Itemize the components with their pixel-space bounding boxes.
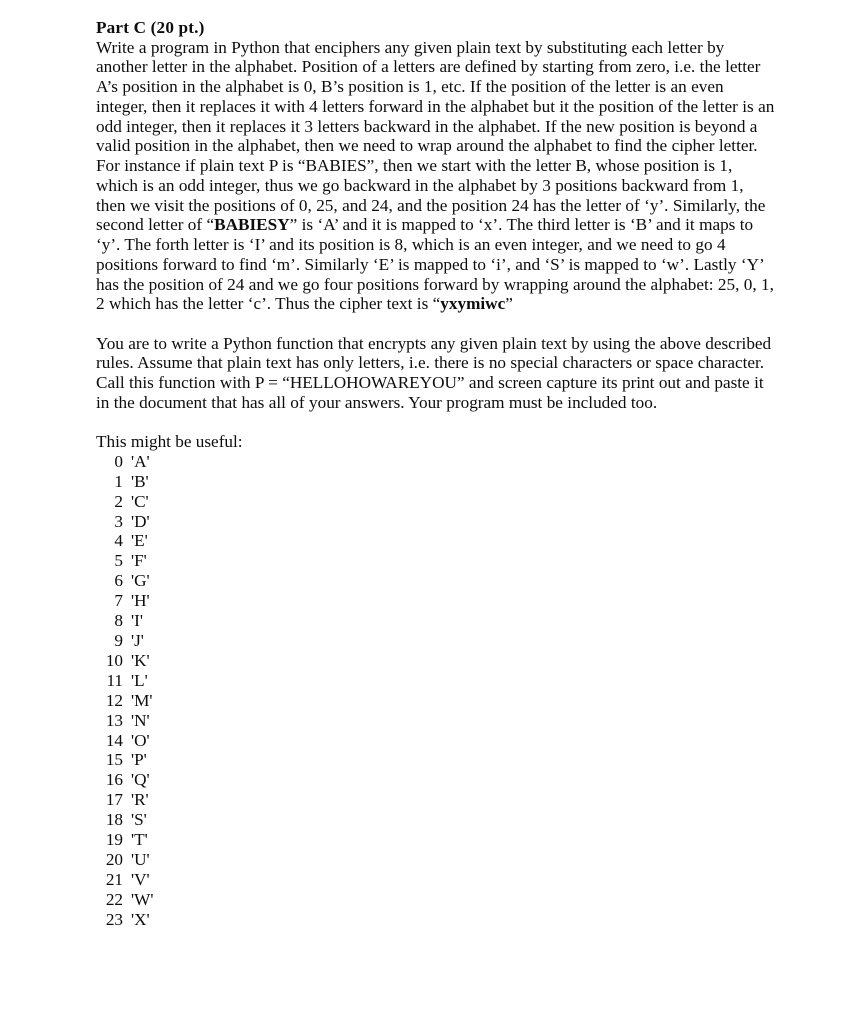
list-item [96,571,775,591]
alphabet-letter-value: 'B' [131,471,149,491]
list-item [96,512,775,532]
alphabet-letter-value: 'T' [131,830,148,850]
alphabet-index-value: 2 [114,491,123,511]
alphabet-letter-value: 'M' [131,690,153,710]
alphabet-letter-value: 'J' [131,631,144,650]
alphabet-letter-value: 'A' [131,451,150,471]
alphabet-index-value: 20 [105,849,123,869]
problem-description-text-c: ” [505,294,513,314]
alphabet-index-value: 21 [105,869,123,889]
alphabet-letter-value: 'S' [131,810,147,830]
alphabet-letter-value: 'E' [131,531,148,551]
alphabet-index-value: 11 [106,670,123,690]
alphabet-letter-value: 'K' [131,650,150,670]
alphabet-letter-value: 'V' [131,869,150,889]
list-item [96,472,775,492]
list-item [96,611,775,631]
alphabet-letter-value: 'Q' [131,770,150,790]
example-cipher-input-bold: BABIESY [214,215,290,235]
alphabet-letter-value: 'W' [131,889,154,909]
alphabet-letter-value: 'C' [131,491,149,511]
alphabet-letter-value: 'U' [131,849,150,869]
alphabet-index-value: 14 [105,730,123,750]
alphabet-letter-value: 'I' [131,611,143,631]
alphabet-letter-value: 'R' [131,790,149,810]
alphabet-letter-value: 'G' [131,571,150,591]
list-item [96,691,775,711]
problem-description-text-a: Write a program in Python that enciphers any given plain text by substituting each letter by another letter in the alphabet. Position of a letters are defined by starting from zero, i.e. the letter A’s position in the alphabet is 0, B’s position is 1, etc. If the position of the letter is an even integer, then it replaces it with 4 letters forward in the alphabet but it the position of the letter is an odd integer, then it replaces it 3 letters backward in the alphabet. If the new position is beyond a valid position in the alphabet, then we need to wrap around the alphabet to find the cipher letter. For instance if plain text P is “BABIES”, then we start with the letter B, whose position is 1, which is an odd integer, thus we go backward in the alphabet by 3 positions backward from 1, then we visit the positions of 0, 25, and 24, and the position 24 has the letter of ‘y’. Similarly, the second letter of “ [96,37,775,235]
alphabet-index-value: 13 [105,710,123,730]
alphabet-index-value: 1 [114,471,123,491]
alphabet-index-value: 16 [105,770,123,790]
example-cipher-output-bold: yxymiwc [440,294,506,314]
alphabet-index-value: 12 [105,690,123,710]
problem-description-paragraph [96,38,775,315]
list-item [96,850,775,870]
alphabet-index-value: 8 [114,611,123,631]
alphabet-letter-value: 'F' [131,551,147,571]
list-item [96,591,775,611]
list-item [96,790,775,810]
useful-reference-label: This might be useful: [96,432,243,452]
alphabet-letter-value: 'H' [131,591,150,611]
problem-description-text-b: ” is ‘A’ and it is mapped to ‘x’. The third letter is ‘B’ and it maps to ‘y’. The forth letter is ‘I’ and its position is 8, which is an even integer, and we need to go 4 positions forward to find ‘m’. Similarly ‘E’ is mapped to ‘i’, and ‘S’ is mapped to ‘w’. Lastly ‘Y’ has the position of 24 and we go four positions forward by wrapping around the alphabet: 25, 0, 1, 2 which has the letter ‘c’. Thus the cipher text is “ [96,215,774,314]
alphabet-index-value: 19 [105,830,123,850]
list-item [96,910,775,930]
list-item [96,531,775,551]
alphabet-index-value: 18 [105,810,123,830]
alphabet-letter-value: 'O' [131,730,150,750]
list-item [96,731,775,751]
alphabet-index-value: 23 [105,909,123,929]
list-item [96,890,775,910]
alphabet-index-value: 6 [114,571,123,591]
alphabet-index-value: 3 [114,511,123,531]
alphabet-index-value: 17 [105,790,123,810]
alphabet-index-value: 4 [114,531,123,551]
alphabet-index-value: 22 [105,889,123,909]
alphabet-index-value: 0 [114,451,123,471]
list-item [96,651,775,671]
alphabet-letter-value: 'L' [131,670,148,690]
list-item [96,770,775,790]
alphabet-index-value: 7 [114,591,123,611]
list-item [96,711,775,731]
list-item [96,671,775,691]
list-item [96,452,775,472]
alphabet-letter-value: 'D' [131,511,150,531]
list-item [96,492,775,512]
alphabet-letter-value: 'X' [131,909,150,929]
list-item [96,631,775,651]
page-title: Part C (20 pt.) [96,18,205,37]
list-item [96,830,775,850]
alphabet-index-list [96,452,775,930]
alphabet-index-value: 15 [105,750,123,770]
alphabet-letter-value: 'N' [131,710,150,730]
list-item [96,810,775,830]
alphabet-index-value: 5 [114,551,123,571]
alphabet-letter-value: 'P' [131,750,147,770]
list-item [96,551,775,571]
alphabet-index-value: 9 [114,631,123,650]
list-item [96,750,775,770]
list-item [96,870,775,890]
alphabet-index-value: 10 [105,650,123,670]
assignment-instructions-paragraph: You are to write a Python function that encrypts any given plain text by using the above described rules. Assume that plain text has only letters, i.e. there is no special characters or space character. Call this function with P = “HELLOHOWAREYOU” and screen capture its print out and paste it in the document that has all of your answers. Your program must be included too. [96,333,772,412]
